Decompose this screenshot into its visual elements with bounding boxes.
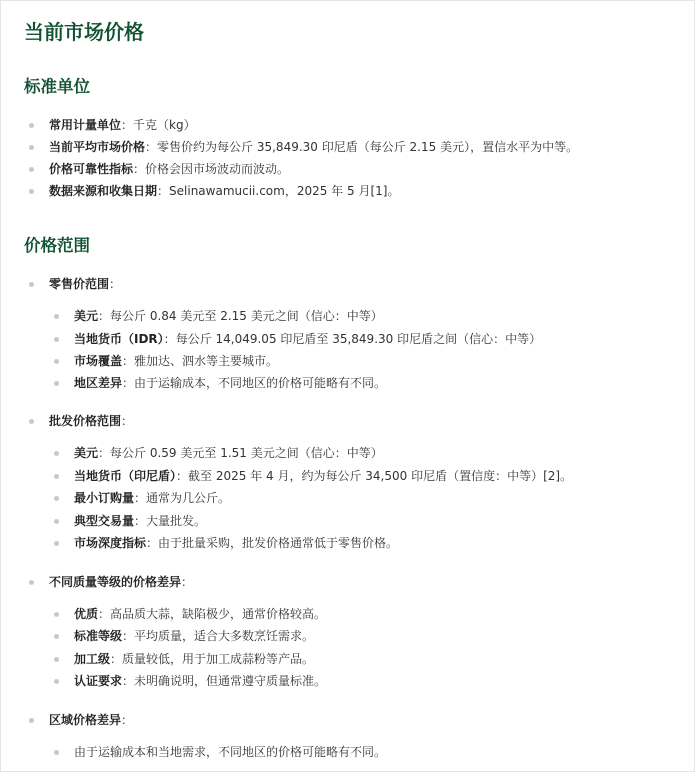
item-text: 由于运输成本和当地需求，不同地区的价格可能略有不同。 (74, 745, 387, 759)
item-text: 未明确说明，但通常遵守质量标准。 (134, 674, 327, 688)
list-item: 美元：每公斤 0.59 美元至 1.51 美元之间（信心：中等） (74, 446, 383, 460)
list-item: 地区差异：由于运输成本，不同地区的价格可能略有不同。 (74, 376, 387, 390)
item-label: 美元 (74, 309, 99, 323)
item-label: 当地货币（印尼盾） (74, 469, 177, 483)
group-heading-wholesale: 批发价格范围： (49, 414, 134, 428)
item-label: 优质 (74, 607, 99, 621)
item-label: 典型交易量 (74, 514, 135, 528)
list-item: 美元：每公斤 0.84 美元至 2.15 美元之间（信心：中等） (74, 309, 383, 323)
group-heading-quality: 不同质量等级的价格差异： (49, 575, 194, 589)
list-item: 典型交易量：大量批发。 (74, 514, 207, 528)
section-heading-standard-unit: 标准单位 (24, 77, 90, 96)
item-text: 平均质量，适合大多数烹饪需求。 (134, 629, 315, 643)
item-text: 零售价约为每公斤 35,849.30 印尼盾（每公斤 2.15 美元），置信水平为中等。 (157, 140, 579, 154)
item-label: 最小订购量 (74, 491, 135, 505)
item-label: 价格可靠性指标 (49, 162, 134, 176)
list-item: 认证要求：未明确说明，但通常遵守质量标准。 (74, 674, 327, 688)
item-text: 通常为几公斤。 (146, 491, 231, 505)
item-text: Selinawamucii.com，2025 年 5 月[1]。 (169, 184, 400, 198)
item-text: 高品质大蒜，缺陷极少，通常价格较高。 (110, 607, 327, 621)
item-label: 当地货币（IDR） (74, 332, 164, 346)
item-text: 由于运输成本，不同地区的价格可能略有不同。 (134, 376, 387, 390)
list-item: 数据来源和收集日期：Selinawamucii.com，2025 年 5 月[1]。 (49, 184, 400, 198)
item-text: 由于批量采购，批发价格通常低于零售价格。 (158, 536, 399, 550)
item-text: 千克（kg） (133, 118, 196, 132)
list-item: 市场深度指标：由于批量采购，批发价格通常低于零售价格。 (74, 536, 399, 550)
item-label: 美元 (74, 446, 99, 460)
list-item: 加工级：质量较低，用于加工成蒜粉等产品。 (74, 652, 315, 666)
list-item: 当地货币（IDR）：每公斤 14,049.05 印尼盾至 35,849.30 印尼盾之间（信心：中等） (74, 332, 542, 346)
item-label: 市场深度指标 (74, 536, 147, 550)
item-text: 质量较低，用于加工成蒜粉等产品。 (122, 652, 315, 666)
list-item: 市场覆盖：雅加达、泗水等主要城市。 (74, 354, 279, 368)
list-item: 当地货币（印尼盾）：截至 2025 年 4 月，约为每公斤 34,500 印尼盾（置信度：中等）[2]。 (74, 469, 573, 483)
list-item: 标准等级：平均质量，适合大多数烹饪需求。 (74, 629, 315, 643)
list-item: 最小订购量：通常为几公斤。 (74, 491, 231, 505)
item-text: 雅加达、泗水等主要城市。 (134, 354, 279, 368)
list-item: 常用计量单位：千克（kg） (49, 118, 196, 132)
item-label: 市场覆盖 (74, 354, 123, 368)
group-heading-regional: 区域价格差异： (49, 713, 134, 727)
item-label: 加工级 (74, 652, 111, 666)
section-heading-price-range: 价格范围 (24, 236, 90, 255)
item-text: 价格会因市场波动而波动。 (145, 162, 290, 176)
item-text: 大量批发。 (146, 514, 207, 528)
page-title: 当前市场价格 (24, 20, 144, 44)
item-label: 当前平均市场价格 (49, 140, 146, 154)
item-text: 每公斤 0.59 美元至 1.51 美元之间（信心：中等） (110, 446, 383, 460)
item-label: 地区差异 (74, 376, 123, 390)
item-text: 每公斤 0.84 美元至 2.15 美元之间（信心：中等） (110, 309, 383, 323)
item-text: 截至 2025 年 4 月，约为每公斤 34,500 印尼盾（置信度：中等）[2]。 (188, 469, 573, 483)
list-item: 优质：高品质大蒜，缺陷极少，通常价格较高。 (74, 607, 327, 621)
item-text: 每公斤 14,049.05 印尼盾至 35,849.30 印尼盾之间（信心：中等） (175, 332, 542, 346)
item-label: 数据来源和收集日期 (49, 184, 158, 198)
list-item: 当前平均市场价格：零售价约为每公斤 35,849.30 印尼盾（每公斤 2.15 美元），置信水平为中等。 (49, 140, 579, 154)
list-item (74, 743, 386, 761)
item-label: 标准等级 (74, 629, 123, 643)
item-label: 常用计量单位 (49, 118, 122, 132)
list-item: 价格可靠性指标：价格会因市场波动而波动。 (49, 162, 290, 176)
group-heading-retail: 零售价范围： (49, 277, 122, 291)
item-label: 认证要求 (74, 674, 123, 688)
